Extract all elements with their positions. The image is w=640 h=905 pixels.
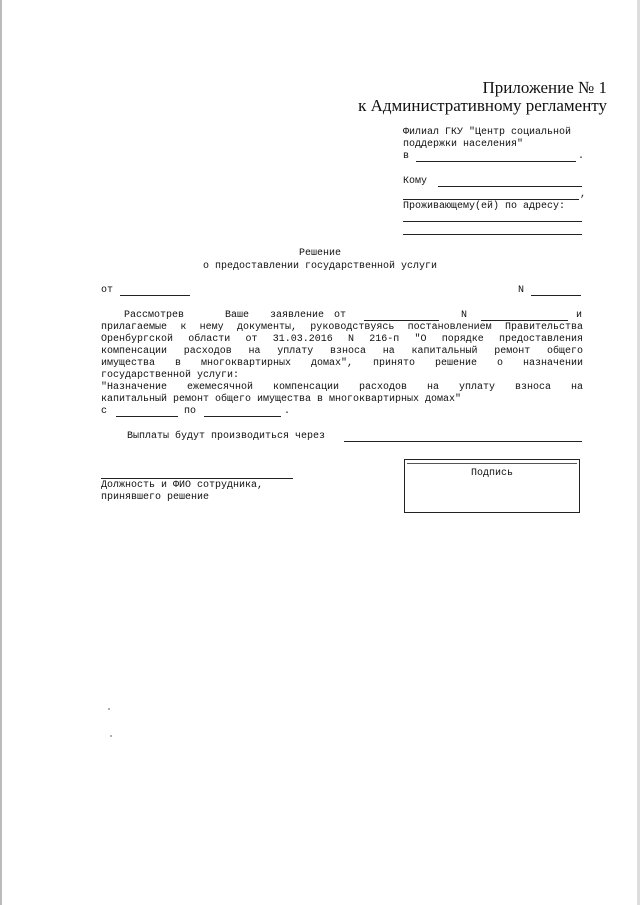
body-line: компенсации расходов на уплату взноса на капитальный ремонт общего bbox=[101, 346, 583, 357]
body-line: имущества в многоквартирных домах", принято решение о назначении bbox=[101, 358, 583, 369]
appendix-number: Приложение № 1 bbox=[482, 78, 607, 97]
org-line-1: Филиал ГКУ "Центр социальной bbox=[403, 127, 572, 138]
application-number-field[interactable] bbox=[481, 320, 568, 321]
period-from-label: с bbox=[101, 406, 108, 417]
application-date-field[interactable] bbox=[364, 320, 439, 321]
appendix-regulation: к Административному регламенту bbox=[358, 96, 607, 115]
body-word: от bbox=[334, 310, 347, 321]
scan-speck bbox=[108, 708, 110, 710]
recipient-field[interactable] bbox=[438, 186, 582, 187]
service-name-line: "Назначение ежемесячной компенсации расходов на уплату взноса на bbox=[101, 382, 583, 393]
period-to-label: по bbox=[184, 406, 197, 417]
period-start-field[interactable] bbox=[116, 416, 178, 417]
decision-title: Решение bbox=[298, 248, 341, 259]
org-in-label: в bbox=[403, 151, 410, 162]
org-name-field[interactable] bbox=[416, 161, 576, 162]
signatory-line-2: принявшего решение bbox=[101, 492, 210, 503]
signature-box[interactable] bbox=[404, 459, 580, 513]
scan-left-edge bbox=[0, 0, 2, 905]
signature-label: Подпись bbox=[470, 468, 513, 479]
body-word: N bbox=[461, 310, 468, 321]
decision-number-label: N bbox=[518, 285, 525, 296]
body-line: Оренбургской области от 31.03.2016 N 216-п "О порядке предоставления bbox=[101, 334, 583, 345]
org-period: . bbox=[578, 151, 585, 162]
body-word: Ваше bbox=[225, 310, 250, 321]
body-word: заявление bbox=[270, 310, 325, 321]
body-word: и bbox=[576, 310, 583, 321]
decision-subtitle: о предоставлении государственной услуги bbox=[202, 261, 438, 272]
scan-speck bbox=[110, 735, 112, 737]
address-field-1[interactable] bbox=[403, 221, 582, 222]
period-end-mark: . bbox=[284, 406, 291, 417]
service-name-line: капитальный ремонт общего имущества в многоквартирных домах" bbox=[101, 394, 462, 405]
body-word: Рассмотрев bbox=[124, 310, 185, 321]
address-field-2[interactable] bbox=[403, 234, 582, 235]
recipient-field-2[interactable] bbox=[403, 199, 579, 200]
body-line: государственной услуги: bbox=[101, 370, 240, 381]
period-end-field[interactable] bbox=[204, 416, 281, 417]
body-line: прилагаемые к нему документы, руководствуясь постановлением Правительства bbox=[101, 322, 583, 333]
recipient-label: Кому bbox=[403, 176, 428, 187]
payments-label: Выплаты будут производиться через bbox=[127, 431, 326, 442]
decision-date-field[interactable] bbox=[120, 295, 190, 296]
signatory-line-1: Должность и ФИО сотрудника, bbox=[101, 480, 264, 491]
recipient-comma: , bbox=[580, 189, 587, 200]
date-from-label: от bbox=[101, 285, 114, 296]
decision-number-field[interactable] bbox=[531, 295, 581, 296]
residing-label: Проживающему(ей) по адресу: bbox=[403, 201, 566, 212]
signature-line bbox=[407, 463, 577, 464]
org-line-2: поддержки населения" bbox=[403, 139, 524, 150]
payments-through-field[interactable] bbox=[344, 441, 582, 442]
signatory-field[interactable] bbox=[101, 478, 293, 479]
